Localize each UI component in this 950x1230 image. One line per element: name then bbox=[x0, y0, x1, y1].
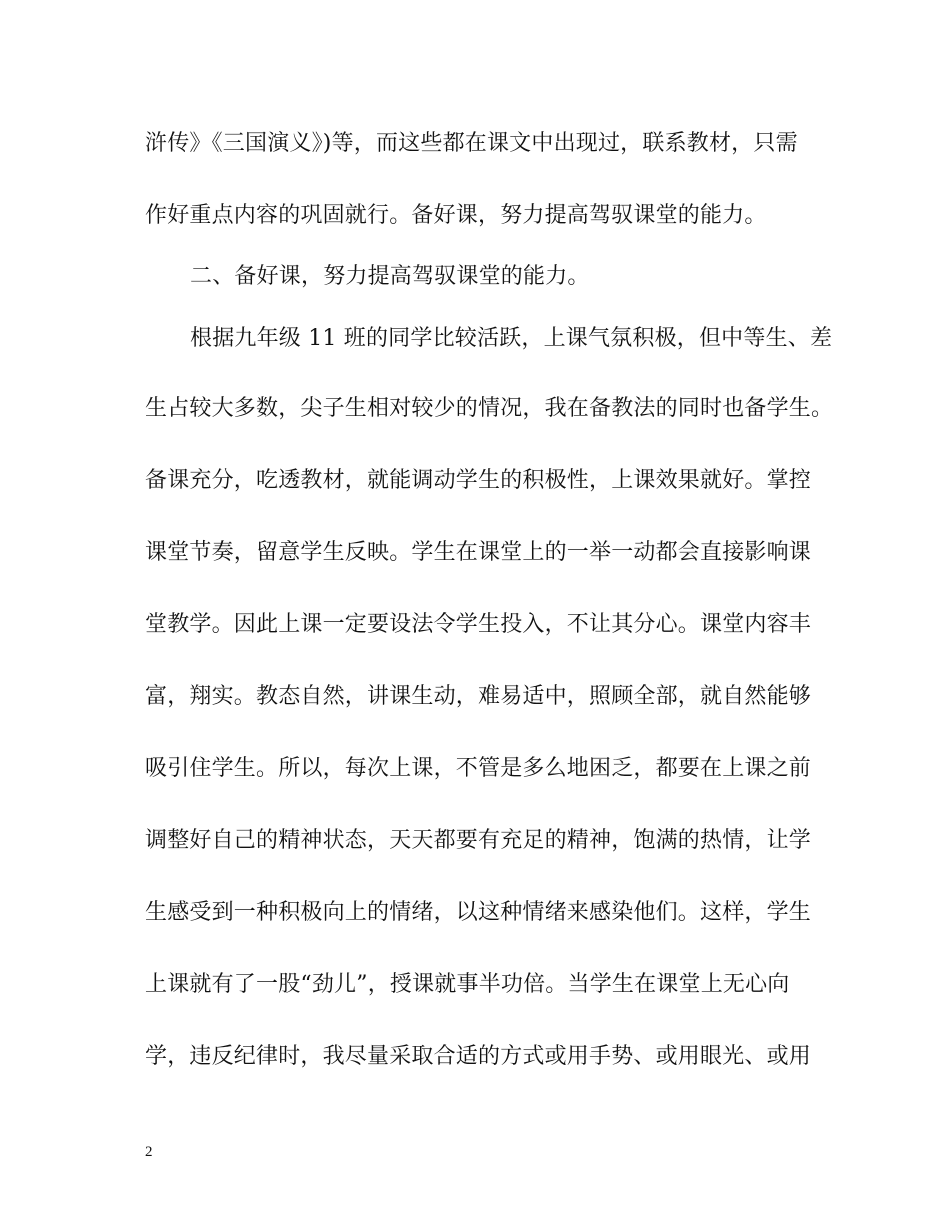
text-line: 学，违反纪律时，我尽量采取合适的方式或用手势、或用眼光、或用 bbox=[145, 1044, 812, 1069]
text-line: 富，翔实。教态自然，讲课生动，难易适中，照顾全部，就自然能够 bbox=[145, 684, 812, 709]
text-line: 调整好自己的精神状态，天天都要有充足的精神，饱满的热情，让学 bbox=[145, 828, 812, 853]
text-line: 课堂节奏，留意学生反映。学生在课堂上的一举一动都会直接影响课 bbox=[145, 540, 812, 565]
text-line: 生感受到一种积极向上的情绪，以这种情绪来感染他们。这样，学生 bbox=[145, 900, 812, 925]
text-line: 吸引住学生。所以，每次上课，不管是多么地困乏，都要在上课之前 bbox=[145, 756, 812, 781]
text-line: 堂教学。因此上课一定要设法令学生投入，不让其分心。课堂内容丰 bbox=[145, 612, 812, 637]
section-heading: 二、备好课，努力提高驾驭课堂的能力。 bbox=[190, 264, 590, 289]
paragraph-first-line: 根据九年级 11 班的同学比较活跃，上课气氛积极，但中等生、差 bbox=[190, 326, 833, 351]
text-line: 生占较大多数，尖子生相对较少的情况，我在备教法的同时也备学生。 bbox=[145, 396, 834, 421]
page-number: 2 bbox=[145, 1144, 153, 1160]
text-line: 浒传》《三国演义》)等，而这些都在课文中出现过，联系教材，只需 bbox=[145, 131, 798, 156]
text-line: 作好重点内容的巩固就行。备好课，努力提高驾驭课堂的能力。 bbox=[145, 203, 767, 228]
text-line: 上课就有了一股“劲儿”，授课就事半功倍。当学生在课堂上无心向 bbox=[145, 972, 790, 997]
text-line: 备课充分，吃透教材，就能调动学生的积极性，上课效果就好。掌控 bbox=[145, 468, 812, 493]
